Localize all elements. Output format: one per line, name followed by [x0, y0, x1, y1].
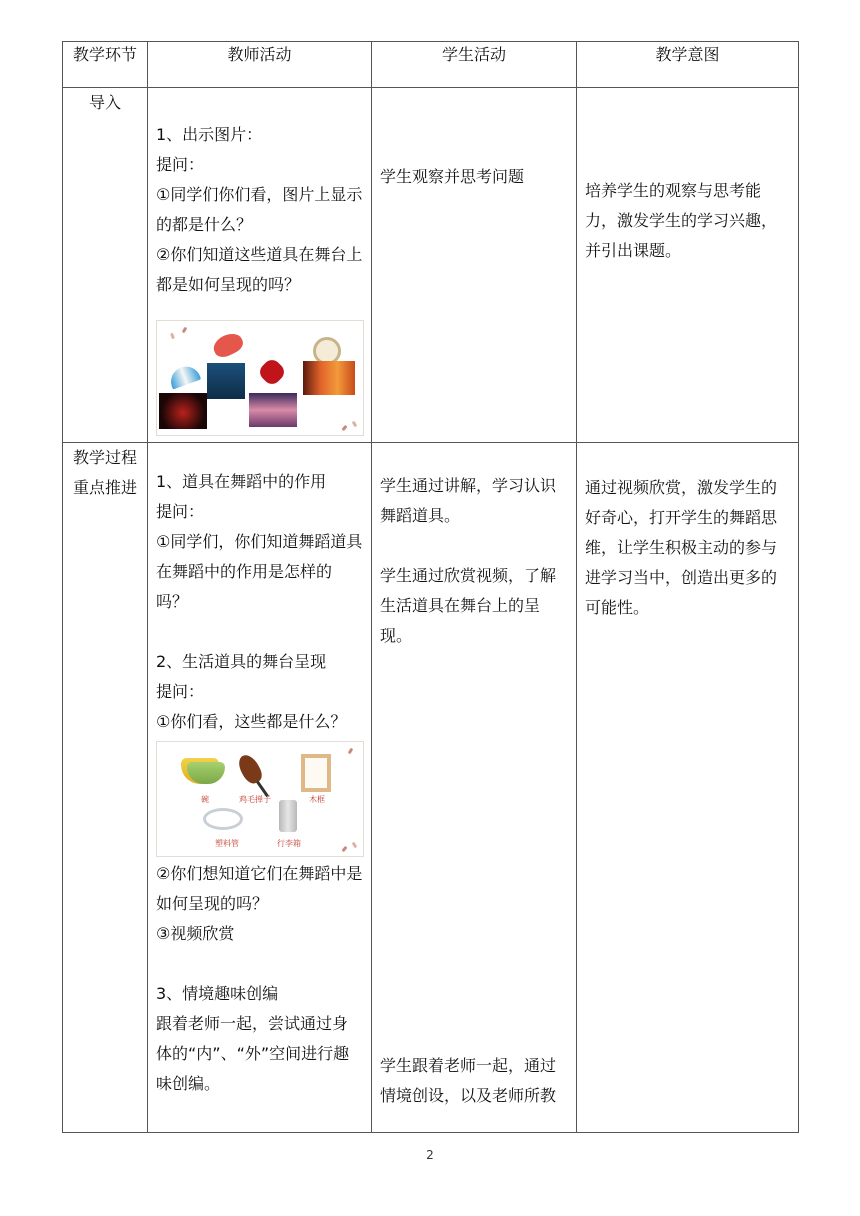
image-label: 碗 [201, 795, 209, 804]
student-activity-cell [372, 88, 577, 443]
dance-stage-photo-icon [303, 361, 355, 395]
teacher-activity-cell [148, 443, 372, 1133]
red-flower-icon [256, 356, 287, 387]
feather-duster-icon [235, 752, 266, 787]
student-text: 学生观察并思考问题 [380, 167, 525, 186]
teacher-text: 1、道具在舞蹈中的作用 [156, 472, 327, 491]
wooden-frame-icon [301, 754, 331, 792]
teacher-text: 跟着老师一起，尝试通过身体的“内”、“外”空间进行趣味创编。 [156, 1014, 350, 1093]
image-label: 塑料管 [215, 839, 239, 848]
lesson-plan-table [62, 41, 799, 1133]
teacher-text: ②你们想知道它们在舞蹈中是如何呈现的吗？ [156, 864, 363, 913]
stage-cell [63, 88, 148, 443]
stage-label: 教学过程 [72, 448, 137, 467]
header-teaching-intent: 教学意图 [577, 42, 799, 88]
table-row [63, 443, 799, 1133]
student-text: 学生通过讲解，学习认识舞蹈道具。 [380, 476, 557, 525]
plastic-tube-icon [203, 808, 243, 830]
teacher-text: 提问： [156, 502, 205, 521]
dance-stage-photo-icon [207, 363, 245, 399]
teacher-text: 1、出示图片： [156, 125, 263, 144]
student-text: 学生跟着老师一起，通过情境创设，以及老师所教 [380, 1056, 557, 1105]
stage-cell [63, 443, 148, 1133]
teacher-text: ①你们看，这些都是什么？ [156, 712, 347, 731]
teacher-text: ③视频欣赏 [156, 924, 235, 943]
dance-stage-photo-icon [159, 393, 207, 429]
header-teacher-activity: 教师活动 [148, 42, 372, 88]
intent-text: 培养学生的观察与思考能力，激发学生的学习兴趣，并引出课题。 [585, 181, 778, 260]
props-collage-image [156, 320, 364, 436]
table-header-row [63, 42, 799, 88]
teaching-intent-cell [577, 88, 799, 443]
header-stage: 教学环节 [63, 42, 148, 88]
teacher-text: 3、情境趣味创编 [156, 984, 279, 1003]
dance-stage-photo-icon [249, 393, 297, 427]
teacher-text: ②你们知道这些道具在舞台上都是如何呈现的吗？ [156, 245, 363, 294]
image-label: 行李箱 [277, 839, 301, 848]
teacher-activity-cell [148, 88, 372, 443]
image-label: 木框 [309, 795, 325, 804]
student-activity-cell [372, 443, 577, 1133]
image-label: 鸡毛掸子 [239, 795, 271, 804]
teaching-intent-cell [577, 443, 799, 1133]
teacher-text: ①同学们你们看，图片上显示的都是什么？ [156, 185, 363, 234]
teacher-text: 提问： [156, 155, 205, 174]
stage-label: 导入 [88, 93, 121, 112]
suitcase-icon [279, 800, 297, 832]
folding-fan-icon [167, 362, 201, 389]
stage-label: 重点推进 [72, 478, 137, 497]
teacher-text: 2、生活道具的舞台呈现 [156, 652, 327, 671]
daily-props-image [156, 741, 364, 857]
teacher-text: ①同学们，你们知道舞蹈道具在舞蹈中的作用是怎样的吗？ [156, 532, 363, 611]
umbrella-icon [210, 330, 246, 361]
page-number: 2 [426, 1148, 434, 1162]
header-student-activity: 学生活动 [372, 42, 577, 88]
intent-text: 通过视频欣赏，激发学生的好奇心，打开学生的舞蹈思维，让学生积极主动的参与进学习当中，创造出更多的可能性。 [585, 478, 778, 617]
teacher-text: 提问： [156, 682, 205, 701]
student-text: 学生通过欣赏视频，了解生活道具在舞台上的呈现。 [380, 566, 557, 645]
table-row [63, 88, 799, 443]
